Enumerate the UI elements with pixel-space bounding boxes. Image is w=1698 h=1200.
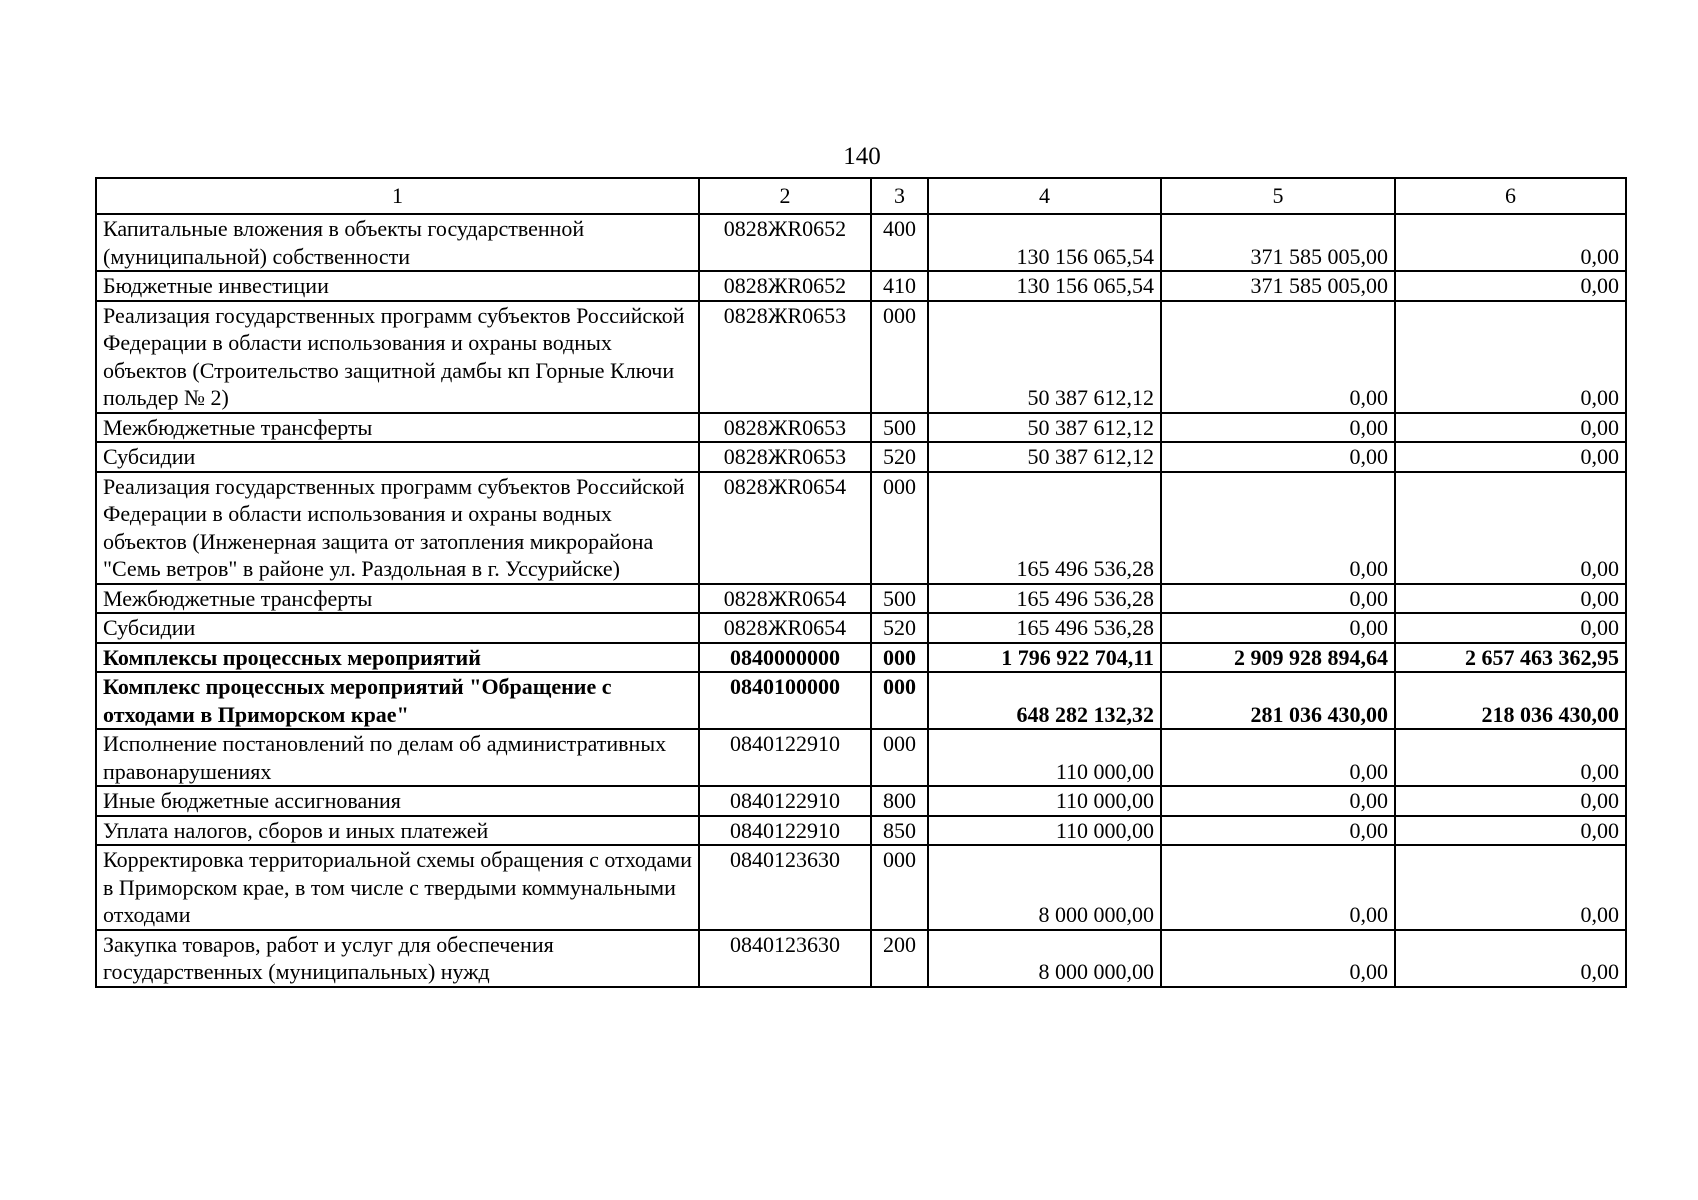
header-cell: 2 bbox=[699, 178, 871, 214]
row-value-6-cell: 0,00 bbox=[1395, 442, 1626, 472]
row-code-cell: 0828ЖR0654 bbox=[699, 472, 871, 584]
row-value-4-cell: 130 156 065,54 bbox=[928, 271, 1161, 301]
row-value-5-cell: 0,00 bbox=[1161, 584, 1395, 614]
budget-table bbox=[95, 177, 1627, 988]
row-value-5-cell: 281 036 430,00 bbox=[1161, 672, 1395, 729]
row-code-cell: 0828ЖR0652 bbox=[699, 271, 871, 301]
row-value-5-cell: 371 585 005,00 bbox=[1161, 271, 1395, 301]
table-row bbox=[96, 786, 1626, 816]
row-name-cell: Иные бюджетные ассигнования bbox=[96, 786, 699, 816]
row-value-5-cell: 0,00 bbox=[1161, 442, 1395, 472]
row-value-5-cell: 0,00 bbox=[1161, 472, 1395, 584]
row-value-6-cell: 0,00 bbox=[1395, 816, 1626, 846]
row-value-4-cell: 648 282 132,32 bbox=[928, 672, 1161, 729]
row-name-cell: Субсидии bbox=[96, 613, 699, 643]
row-code-cell: 0840000000 bbox=[699, 643, 871, 673]
row-value-5-cell: 0,00 bbox=[1161, 930, 1395, 987]
row-type-cell: 000 bbox=[871, 845, 928, 930]
row-name-cell: Уплата налогов, сборов и иных платежей bbox=[96, 816, 699, 846]
row-value-6-cell: 0,00 bbox=[1395, 613, 1626, 643]
row-name-cell: Исполнение постановлений по делам об административных правонарушениях bbox=[96, 729, 699, 786]
row-type-cell: 000 bbox=[871, 643, 928, 673]
header-cell: 1 bbox=[96, 178, 699, 214]
row-type-cell: 000 bbox=[871, 729, 928, 786]
header-cell: 5 bbox=[1161, 178, 1395, 214]
row-type-cell: 850 bbox=[871, 816, 928, 846]
row-code-cell: 0828ЖR0654 bbox=[699, 613, 871, 643]
row-name-cell: Субсидии bbox=[96, 442, 699, 472]
row-type-cell: 400 bbox=[871, 214, 928, 271]
row-value-4-cell: 8 000 000,00 bbox=[928, 845, 1161, 930]
row-type-cell: 500 bbox=[871, 413, 928, 443]
row-value-4-cell: 50 387 612,12 bbox=[928, 301, 1161, 413]
row-name-cell: Закупка товаров, работ и услуг для обеспечения государственных (муниципальных) нужд bbox=[96, 930, 699, 987]
row-type-cell: 500 bbox=[871, 584, 928, 614]
row-value-6-cell: 2 657 463 362,95 bbox=[1395, 643, 1626, 673]
row-code-cell: 0840122910 bbox=[699, 786, 871, 816]
table-row bbox=[96, 613, 1626, 643]
row-value-5-cell: 0,00 bbox=[1161, 613, 1395, 643]
row-type-cell: 000 bbox=[871, 672, 928, 729]
row-type-cell: 410 bbox=[871, 271, 928, 301]
row-name-cell: Межбюджетные трансферты bbox=[96, 413, 699, 443]
row-value-4-cell: 1 796 922 704,11 bbox=[928, 643, 1161, 673]
row-name-cell: Реализация государственных программ субъектов Российской Федерации в области использования и охраны водных объектов (Строительство защитной дамбы кп Горные Ключи польдер № 2) bbox=[96, 301, 699, 413]
row-type-cell: 200 bbox=[871, 930, 928, 987]
row-code-cell: 0840100000 bbox=[699, 672, 871, 729]
row-value-6-cell: 0,00 bbox=[1395, 786, 1626, 816]
row-value-4-cell: 165 496 536,28 bbox=[928, 472, 1161, 584]
row-value-6-cell: 0,00 bbox=[1395, 845, 1626, 930]
row-type-cell: 520 bbox=[871, 442, 928, 472]
row-value-5-cell: 0,00 bbox=[1161, 301, 1395, 413]
row-value-6-cell: 0,00 bbox=[1395, 472, 1626, 584]
table-row bbox=[96, 301, 1626, 413]
row-value-6-cell: 0,00 bbox=[1395, 729, 1626, 786]
header-cell: 4 bbox=[928, 178, 1161, 214]
row-value-4-cell: 8 000 000,00 bbox=[928, 930, 1161, 987]
row-name-cell: Реализация государственных программ субъектов Российской Федерации в области использования и охраны водных объектов (Инженерная защита от затопления микрорайона "Семь ветров" в районе ул. Раздольная в г. Уссурийске) bbox=[96, 472, 699, 584]
row-name-cell: Межбюджетные трансферты bbox=[96, 584, 699, 614]
row-value-4-cell: 165 496 536,28 bbox=[928, 613, 1161, 643]
table-row bbox=[96, 845, 1626, 930]
row-value-6-cell: 218 036 430,00 bbox=[1395, 672, 1626, 729]
row-value-6-cell: 0,00 bbox=[1395, 301, 1626, 413]
row-value-6-cell: 0,00 bbox=[1395, 930, 1626, 987]
table-body bbox=[96, 178, 1626, 987]
row-value-4-cell: 130 156 065,54 bbox=[928, 214, 1161, 271]
row-value-4-cell: 110 000,00 bbox=[928, 729, 1161, 786]
row-value-5-cell: 0,00 bbox=[1161, 816, 1395, 846]
table-row bbox=[96, 930, 1626, 987]
table-row bbox=[96, 584, 1626, 614]
header-cell: 3 bbox=[871, 178, 928, 214]
row-value-6-cell: 0,00 bbox=[1395, 413, 1626, 443]
row-type-cell: 520 bbox=[871, 613, 928, 643]
header-cell: 6 bbox=[1395, 178, 1626, 214]
row-code-cell: 0840122910 bbox=[699, 729, 871, 786]
row-value-4-cell: 50 387 612,12 bbox=[928, 442, 1161, 472]
row-value-6-cell: 0,00 bbox=[1395, 271, 1626, 301]
row-name-cell: Капитальные вложения в объекты государственной (муниципальной) собственности bbox=[96, 214, 699, 271]
row-code-cell: 0828ЖR0652 bbox=[699, 214, 871, 271]
table-row bbox=[96, 672, 1626, 729]
row-code-cell: 0840122910 bbox=[699, 816, 871, 846]
table-row bbox=[96, 442, 1626, 472]
row-value-5-cell: 0,00 bbox=[1161, 413, 1395, 443]
row-code-cell: 0828ЖR0653 bbox=[699, 301, 871, 413]
row-value-5-cell: 0,00 bbox=[1161, 729, 1395, 786]
table-row bbox=[96, 413, 1626, 443]
row-value-5-cell: 0,00 bbox=[1161, 786, 1395, 816]
row-name-cell: Комплекс процессных мероприятий "Обращение с отходами в Приморском крае" bbox=[96, 672, 699, 729]
row-value-4-cell: 165 496 536,28 bbox=[928, 584, 1161, 614]
row-code-cell: 0840123630 bbox=[699, 845, 871, 930]
row-value-5-cell: 2 909 928 894,64 bbox=[1161, 643, 1395, 673]
page-number: 140 bbox=[843, 143, 881, 170]
row-code-cell: 0828ЖR0653 bbox=[699, 413, 871, 443]
table-row bbox=[96, 729, 1626, 786]
row-type-cell: 000 bbox=[871, 472, 928, 584]
row-name-cell: Корректировка территориальной схемы обращения с отходами в Приморском крае, в том числе с твердыми коммунальными отходами bbox=[96, 845, 699, 930]
row-type-cell: 000 bbox=[871, 301, 928, 413]
row-value-6-cell: 0,00 bbox=[1395, 584, 1626, 614]
table-row bbox=[96, 214, 1626, 271]
header-row bbox=[96, 178, 1626, 214]
table-row bbox=[96, 472, 1626, 584]
row-type-cell: 800 bbox=[871, 786, 928, 816]
row-code-cell: 0828ЖR0654 bbox=[699, 584, 871, 614]
row-value-5-cell: 0,00 bbox=[1161, 845, 1395, 930]
row-code-cell: 0840123630 bbox=[699, 930, 871, 987]
row-value-4-cell: 110 000,00 bbox=[928, 786, 1161, 816]
row-value-4-cell: 50 387 612,12 bbox=[928, 413, 1161, 443]
table-row bbox=[96, 816, 1626, 846]
table-row bbox=[96, 271, 1626, 301]
row-value-5-cell: 371 585 005,00 bbox=[1161, 214, 1395, 271]
table-row bbox=[96, 643, 1626, 673]
row-value-6-cell: 0,00 bbox=[1395, 214, 1626, 271]
row-name-cell: Комплексы процессных мероприятий bbox=[96, 643, 699, 673]
row-code-cell: 0828ЖR0653 bbox=[699, 442, 871, 472]
row-name-cell: Бюджетные инвестиции bbox=[96, 271, 699, 301]
row-value-4-cell: 110 000,00 bbox=[928, 816, 1161, 846]
